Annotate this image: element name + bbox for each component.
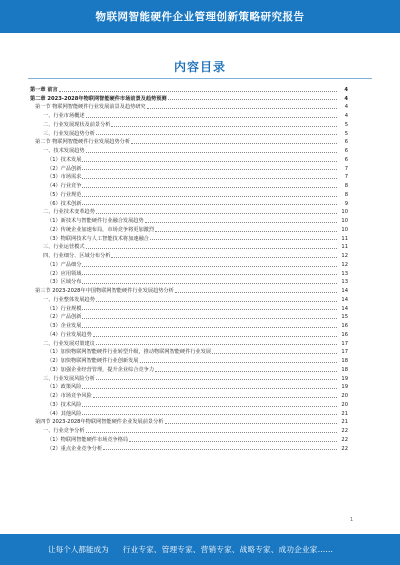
toc-leader-dots <box>82 169 337 170</box>
toc-entry[interactable] <box>30 145 348 154</box>
toc-leader-dots <box>86 248 337 249</box>
toc-entry-text: （2）重点企业竞争分析 <box>47 445 103 452</box>
toc-entry-text: （2）应用领域 <box>47 270 82 277</box>
toc-entry-page: 10 <box>341 218 348 224</box>
toc-leader-dots <box>96 213 337 214</box>
toc-entry-text: 第二章 2023-2028年物联网智能硬件市场前景及趋势预测 <box>30 95 167 102</box>
toc-entry-page: 12 <box>341 253 348 259</box>
toc-entry-text: 二、行业技术变革趋势 <box>43 209 95 216</box>
toc-title-divider <box>28 78 372 79</box>
toc-entry[interactable] <box>30 250 348 259</box>
toc-entry-page: 11 <box>341 244 348 251</box>
toc-leader-dots <box>131 143 337 144</box>
toc-leader-dots <box>82 266 337 267</box>
toc-entry-page: 20 <box>341 401 348 408</box>
toc-leader-dots <box>103 449 337 450</box>
toc-leader-dots <box>129 441 337 442</box>
toc-leader-dots <box>86 432 337 433</box>
toc-entry[interactable] <box>30 189 348 198</box>
toc-entry-text: 一、行业市场概述 <box>43 113 85 119</box>
toc-entry-page: 11 <box>341 235 348 242</box>
toc-entry-text: （2）产品创新 <box>47 165 82 172</box>
toc-entry-page: 14 <box>341 288 348 294</box>
toc-entry-page: 9 <box>344 200 348 207</box>
toc-entry[interactable] <box>30 102 348 111</box>
toc-entry-page: 22 <box>341 445 348 452</box>
toc-entry-page: 6 <box>344 156 348 163</box>
toc-entry-page: 10 <box>341 209 348 216</box>
toc-entry-page: 12 <box>341 261 348 268</box>
toc-entry-page: 8 <box>344 183 348 189</box>
toc-leader-dots <box>96 134 337 135</box>
toc-entry-text: 第三节 2023-2028年中国物联网智能硬件行业发展趋势分析 <box>35 288 174 294</box>
toc-entry[interactable] <box>30 443 348 452</box>
toc-entry-text: （4）行业竞争 <box>47 183 82 189</box>
toc-entry-page: 22 <box>341 428 348 434</box>
footer-lead-text: 让每个人都能成为 <box>48 545 109 554</box>
header-banner <box>0 0 400 33</box>
toc-entry-page: 16 <box>341 323 348 329</box>
toc-entry-page: 21 <box>341 419 348 426</box>
toc-entry-text: 第一节 物联网智能硬件行业发展前景及趋势研究 <box>35 104 146 111</box>
toc-leader-dots <box>96 379 337 380</box>
toc-leader-dots <box>82 161 337 162</box>
toc-leader-dots <box>82 414 337 415</box>
toc-leader-dots <box>82 309 337 310</box>
toc-leader-dots <box>155 371 337 372</box>
toc-entry-page: 19 <box>341 384 348 391</box>
toc-entry-page: 14 <box>341 296 348 303</box>
toc-entry[interactable] <box>30 329 348 338</box>
toc-list <box>30 84 348 452</box>
toc-entry-text: 二、行业发展对策建议 <box>43 340 95 347</box>
toc-entry-page: 15 <box>341 314 348 321</box>
toc-entry[interactable] <box>30 163 348 172</box>
toc-leader-dots <box>93 397 337 398</box>
toc-leader-dots <box>111 257 337 258</box>
toc-entry-text: 一、行业整体发展趋势 <box>43 296 95 303</box>
toc-leader-dots <box>147 108 337 109</box>
toc-entry-text: （3）物联网技术与人工智能技术将加速融合 <box>47 235 149 242</box>
toc-entry[interactable] <box>30 294 348 303</box>
toc-entry[interactable] <box>30 285 348 294</box>
toc-entry[interactable] <box>30 180 348 189</box>
toc-leader-dots <box>212 353 337 354</box>
toc-entry[interactable] <box>30 233 348 242</box>
toc-entry[interactable] <box>30 137 348 146</box>
toc-leader-dots <box>82 283 337 284</box>
toc-entry[interactable] <box>30 425 348 434</box>
toc-entry-page: 4 <box>344 104 348 111</box>
toc-leader-dots <box>59 91 337 92</box>
toc-entry[interactable] <box>30 172 348 181</box>
toc-entry-text: （1）加快物联网智能硬件行业转型升级，推动物联网智能硬件行业发展 <box>47 349 212 356</box>
toc-leader-dots <box>150 239 337 240</box>
toc-entry[interactable] <box>30 198 348 207</box>
toc-entry-text: （3）市场需求 <box>47 174 82 181</box>
toc-entry-text: （1）物联网智能硬件市场竞争格局 <box>47 436 129 443</box>
toc-entry-text: （3）技术风险 <box>47 401 82 408</box>
toc-entry-page: 14 <box>341 305 348 312</box>
toc-entry[interactable] <box>30 347 348 356</box>
toc-entry[interactable] <box>30 224 348 233</box>
toc-leader-dots <box>96 344 337 345</box>
toc-entry-page: 13 <box>341 279 348 286</box>
toc-entry-text: （2）市场竞争风险 <box>47 393 92 399</box>
toc-entry[interactable] <box>30 399 348 408</box>
toc-entry-page: 18 <box>341 358 348 364</box>
toc-leader-dots <box>82 327 337 328</box>
toc-entry-text: 第一章 前言 <box>30 86 58 93</box>
toc-entry[interactable] <box>30 382 348 391</box>
toc-entry[interactable] <box>30 242 348 251</box>
toc-leader-dots <box>82 187 337 188</box>
toc-leader-dots <box>82 388 337 389</box>
toc-leader-dots <box>111 126 337 127</box>
toc-entry[interactable] <box>30 93 348 102</box>
page-number: 1 <box>350 517 354 523</box>
toc-entry[interactable] <box>30 268 348 277</box>
toc-entry-page: 6 <box>344 148 348 154</box>
toc-entry-text: （3）加强企业经营管理，提升企业综合竞争力 <box>47 366 155 373</box>
toc-leader-dots <box>82 406 337 407</box>
toc-leader-dots <box>82 204 337 205</box>
toc-entry[interactable] <box>30 110 348 119</box>
toc-entry-text: （1）产品细分 <box>47 261 82 268</box>
toc-entry-page: 20 <box>341 393 348 399</box>
toc-entry-text: 三、行业发展风险分析 <box>43 375 95 382</box>
toc-entry[interactable] <box>30 128 348 137</box>
toc-entry[interactable] <box>30 303 348 312</box>
toc-entry-page: 4 <box>344 95 348 102</box>
toc-entry-page: 21 <box>341 410 348 417</box>
toc-entry[interactable] <box>30 364 348 373</box>
toc-leader-dots <box>140 362 338 363</box>
toc-entry-text: 第四节 2023-2028年物联网智能硬件企业发展前景分析 <box>35 419 164 426</box>
toc-entry-page: 5 <box>344 130 348 137</box>
toc-entry-page: 22 <box>341 436 348 443</box>
toc-entry-text: （1）政策风险 <box>47 384 82 391</box>
toc-leader-dots <box>86 152 337 153</box>
toc-entry-page: 19 <box>341 375 348 382</box>
toc-leader-dots <box>82 318 337 319</box>
toc-leader-dots <box>82 196 337 197</box>
toc-entry-page: 17 <box>341 349 348 356</box>
toc-leader-dots <box>145 222 337 223</box>
toc-entry[interactable] <box>30 320 348 329</box>
footer-roles-text: 行业专家、管理专家、营销专家、战略专家、成功企业家…… <box>122 545 334 554</box>
toc-entry-text: 三、行业运营模式 <box>43 244 85 251</box>
toc-entry[interactable] <box>30 312 348 321</box>
footer-banner <box>0 534 400 565</box>
toc-entry[interactable] <box>30 390 348 399</box>
toc-entry[interactable] <box>30 373 348 382</box>
toc-entry[interactable] <box>30 259 348 268</box>
toc-entry[interactable] <box>30 408 348 417</box>
toc-entry-text: 二、行业发展现状及前景分析 <box>43 121 111 128</box>
toc-entry-text: （3）区域分布 <box>47 279 82 286</box>
toc-entry-text: 一、行业竞争分析 <box>43 428 85 434</box>
toc-entry-page: 7 <box>344 165 348 172</box>
toc-entry-page: 13 <box>341 270 348 277</box>
toc-entry-text: 第二节 物联网智能硬件行业发展趋势分析 <box>35 139 131 146</box>
toc-entry-page: 10 <box>341 226 348 233</box>
toc-entry-text: 三、行业发展趋势分析 <box>43 130 95 137</box>
toc-entry-text: （4）行业发展趋势 <box>47 331 92 338</box>
toc-entry[interactable] <box>30 434 348 443</box>
toc-entry-text: （4）其他风险 <box>47 410 82 417</box>
toc-entry-text: （2）产品创新 <box>47 314 82 321</box>
toc-entry[interactable] <box>30 154 348 163</box>
toc-leader-dots <box>96 301 337 302</box>
toc-leader-dots <box>93 336 337 337</box>
toc-entry-page: 18 <box>341 366 348 373</box>
toc-leader-dots <box>82 274 337 275</box>
toc-entry-text: （1）技术发展 <box>47 156 82 163</box>
report-title: 物联网智能硬件企业管理创新策略研究报告 <box>95 11 305 23</box>
toc-leader-dots <box>86 117 337 118</box>
toc-leader-dots <box>165 423 338 424</box>
toc-entry-text: （1）新技术与智能硬件行业融合发展趋势 <box>47 218 144 224</box>
toc-entry-text: （1）行业规模 <box>47 305 82 312</box>
toc-title: 内容目录 <box>173 60 226 74</box>
toc-entry-text: 一、技术发展趋势 <box>43 148 85 154</box>
toc-entry[interactable] <box>30 277 348 286</box>
toc-entry-page: 16 <box>341 331 348 338</box>
toc-entry[interactable] <box>30 417 348 426</box>
toc-leader-dots <box>155 231 337 232</box>
toc-entry-page: 8 <box>344 191 348 198</box>
toc-entry-page: 7 <box>344 174 348 181</box>
toc-entry-text: （5）行业规范 <box>47 191 82 198</box>
toc-entry-page: 4 <box>344 86 348 93</box>
toc-entry-text: 四、行业细分、区域分布分析 <box>43 253 111 259</box>
toc-entry[interactable] <box>30 207 348 216</box>
toc-entry-text: （2）传统企业加速布局，市场竞争将更加激烈 <box>47 226 155 233</box>
toc-entry-text: （6）技术创新 <box>47 200 82 207</box>
toc-entry-text: （3）企业发展 <box>47 323 82 329</box>
toc-entry-page: 4 <box>344 113 348 119</box>
toc-entry-text: （2）加快物联网智能硬件行业创新发展 <box>47 358 139 364</box>
toc-entry[interactable] <box>30 215 348 224</box>
toc-entry[interactable] <box>30 119 348 128</box>
toc-leader-dots <box>82 178 337 179</box>
toc-leader-dots <box>168 99 337 100</box>
toc-entry-page: 17 <box>341 340 348 347</box>
toc-entry[interactable] <box>30 338 348 347</box>
toc-entry-page: 5 <box>344 121 348 128</box>
toc-entry[interactable] <box>30 84 348 93</box>
toc-entry-page: 6 <box>344 139 348 146</box>
toc-leader-dots <box>175 292 337 293</box>
toc-entry[interactable] <box>30 355 348 364</box>
